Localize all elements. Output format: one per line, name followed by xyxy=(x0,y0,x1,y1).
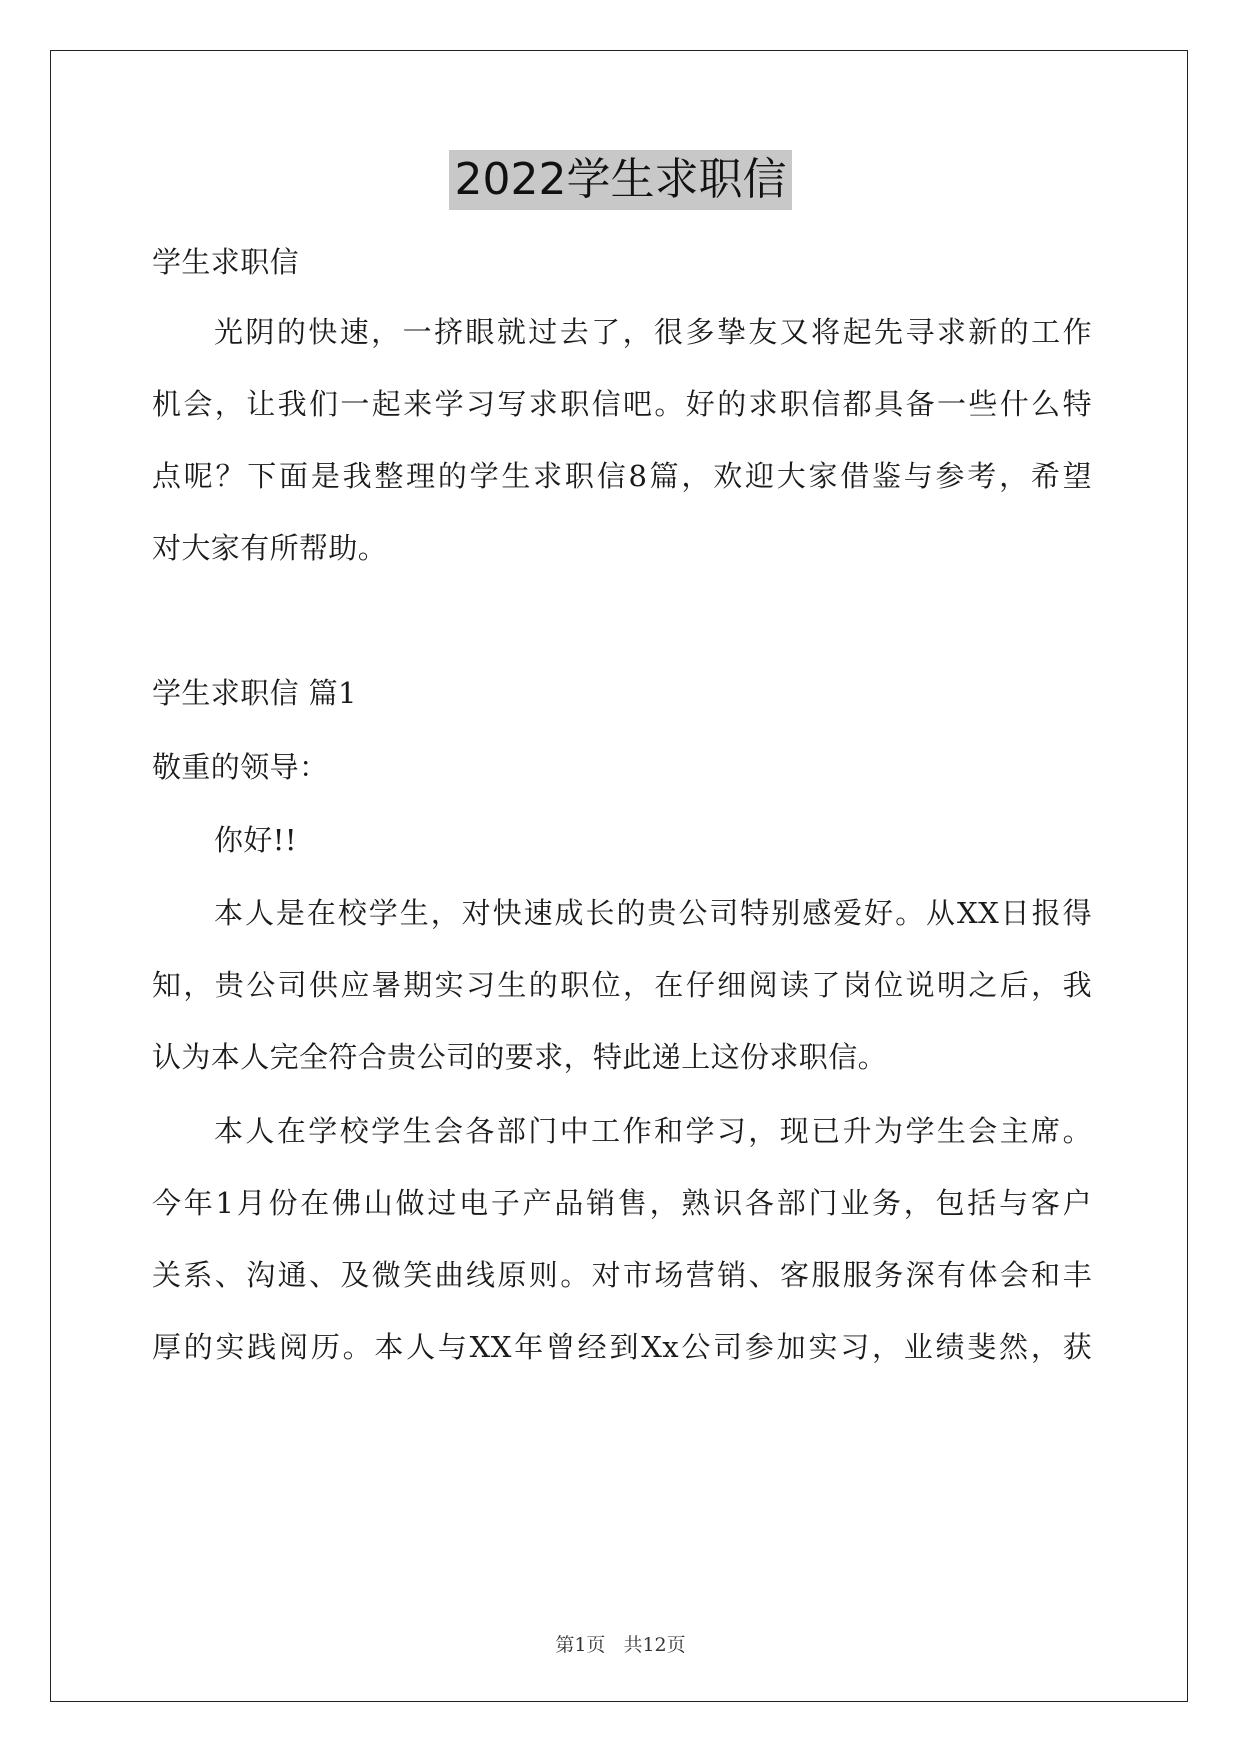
para1-line-1: 本人是在校学生，对快速成长的贵公司特别感爱好。从XX日报得 xyxy=(214,896,1092,930)
page-border xyxy=(50,50,1188,1702)
para2-line-2: 今年1月份在佛山做过电子产品销售，熟识各部门业务，包括与客户 xyxy=(152,1186,1092,1220)
para2-line-1: 本人在学校学生会各部门中工作和学习，现已升为学生会主席。 xyxy=(214,1114,1092,1148)
title-container xyxy=(0,150,1241,210)
salutation: 敬重的领导： xyxy=(152,750,329,784)
page-footer xyxy=(0,1630,1241,1657)
document-title: 2022学生求职信 xyxy=(449,150,793,210)
intro-line-3: 点呢？下面是我整理的学生求职信8篇，欢迎大家借鉴与参考，希望 xyxy=(152,459,1092,493)
section-heading: 学生求职信 篇1 xyxy=(152,676,357,710)
para2-line-3: 关系、沟通、及微笑曲线原则。对市场营销、客服服务深有体会和丰 xyxy=(152,1258,1092,1292)
para2-line-4: 厚的实践阅历。本人与XX年曾经到Xx公司参加实习，业绩斐然，获 xyxy=(152,1330,1092,1364)
intro-line-4: 对大家有所帮助。 xyxy=(152,531,388,565)
intro-line-2: 机会，让我们一起来学习写求职信吧。好的求职信都具备一些什么特 xyxy=(152,387,1092,421)
greeting: 你好!! xyxy=(214,823,297,857)
subtitle: 学生求职信 xyxy=(152,245,300,279)
page-total: 共12页 xyxy=(623,1634,686,1656)
para1-line-2: 知，贵公司供应暑期实习生的职位，在仔细阅读了岗位说明之后，我 xyxy=(152,968,1092,1002)
para1-line-3: 认为本人完全符合贵公司的要求，特此递上这份求职信。 xyxy=(152,1040,888,1074)
intro-line-1: 光阴的快速，一挤眼就过去了，很多挚友又将起先寻求新的工作 xyxy=(214,315,1092,349)
page-number: 第1页 xyxy=(555,1634,606,1656)
